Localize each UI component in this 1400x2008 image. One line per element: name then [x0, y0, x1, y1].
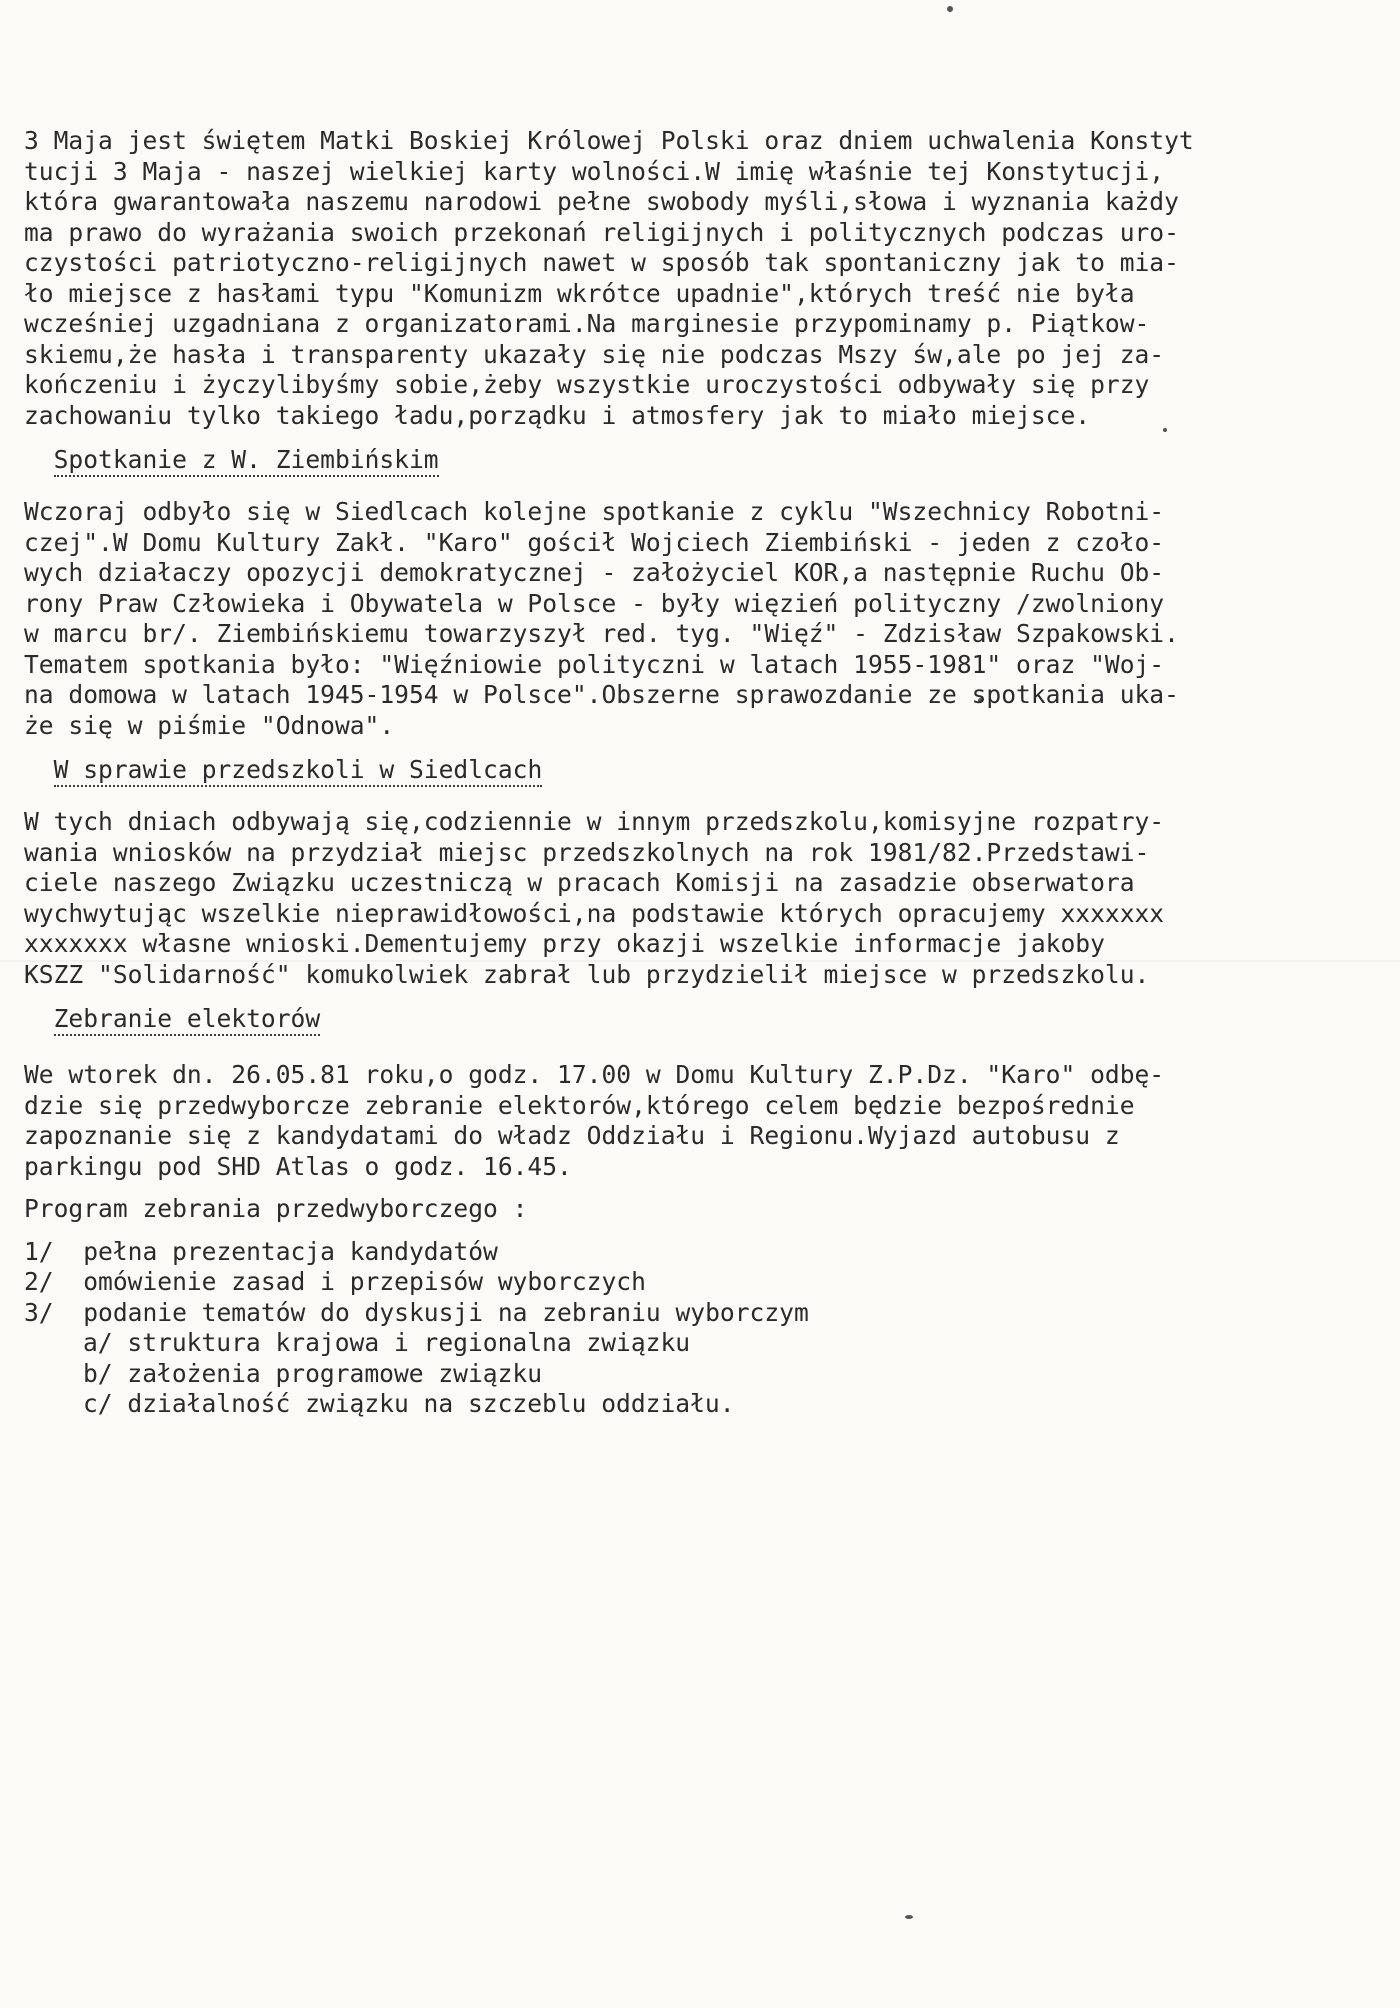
section-heading [24, 1002, 1374, 1036]
text-line: ło miejsce z hasłami typu "Komunizm wkrótce upadnie",których treść nie była [24, 278, 1135, 308]
program-item: 3/ podanie tematów do dyskusji na zebraniu wyborczym [24, 1297, 809, 1327]
text-line: na domowa w latach 1945-1954 w Polsce".Obszerne sprawozdanie ze spotkania uka- [24, 680, 1179, 709]
text-line: czystości patriotyczno-religijnych nawet w sposób tak spontaniczny jak to mia- [24, 248, 1179, 277]
text-line: wych działaczy opozycji demokratycznej - założyciel KOR,a następnie Ruchu Ob- [24, 558, 1165, 587]
heading-text: Spotkanie z W. Ziembińskim [54, 445, 439, 477]
text-line: tucji 3 Maja - naszej wielkiej karty wolności.W imię właśnie tej Konstytucji, [24, 156, 1165, 186]
text-line: KSZZ "Solidarność" komukolwiek zabrał lub przydzielił miejsce w przedszkolu. [24, 959, 1150, 989]
heading-text: W sprawie przedszkoli w Siedlcach [54, 755, 543, 787]
paper-speck [905, 1915, 913, 1919]
text-line: Wczoraj odbyło się w Siedlcach kolejne spotkanie z cyklu "Wszechnicy Robotni- [24, 497, 1165, 526]
text-line: wania wniosków na przydział miejsc przedszkolnych na rok 1981/82.Przedstawi- [24, 837, 1150, 867]
text-line: zapoznanie się z kandydatami do władz Oddziału i Regionu.Wyjazd autobusu z [24, 1121, 1120, 1150]
program-subitem: a/ struktura krajowa i regionalna związku [83, 1328, 691, 1357]
text-line: że się w piśmie "Odnowa". [24, 710, 395, 740]
program-item: 1/ pełna prezentacja kandydatów [24, 1236, 498, 1266]
text-line: wcześniej uzgadniana z organizatorami.Na marginesie przypominamy p. Piątkow- [24, 309, 1150, 338]
paper-speck [947, 6, 953, 12]
program-subitem: c/ działalność związku na szczeblu oddziału. [83, 1389, 735, 1418]
text-line: Tematem spotkania było: "Więźniowie polityczni w latach 1955-1981" oraz "Woj- [24, 649, 1165, 679]
intro-paragraph [24, 126, 1374, 431]
heading-text: Zebranie elektorów [54, 1004, 321, 1036]
text-line: ciele naszego Związku uczestniczą w pracach Komisji na zasadzie obserwatora [24, 868, 1135, 897]
text-line: skiemu,że hasła i transparenty ukazały się nie podczas Mszy św,ale po jej za- [24, 339, 1165, 369]
program-title: Program zebrania przedwyborczego : [24, 1194, 528, 1223]
text-line: W tych dniach odbywają się,codziennie w innym przedszkolu,komisyjne rozpatry- [24, 807, 1165, 836]
text-line: rony Praw Człowieka i Obywatela w Polsce - były więzień polityczny /zwolniony [24, 588, 1165, 618]
text-line: wychwytując wszelkie nieprawidłowości,na podstawie których opracujemy xxxxxxx [24, 898, 1165, 928]
text-line: We wtorek dn. 26.05.81 roku,o godz. 17.00 w Domu Kultury Z.P.Dz. "Karo" odbę- [24, 1060, 1165, 1089]
program-sublist [24, 1328, 1374, 1420]
text-line: xxxxxxx własne wnioski.Dementujemy przy okazji wszelkie informacje jakoby [24, 929, 1105, 958]
text-line: kończeniu i życzylibyśmy sobie,żeby wszystkie uroczystości odbywały się przy [24, 370, 1150, 399]
text-line: parkingu pod SHD Atlas o godz. 16.45. [24, 1151, 572, 1181]
text-line: która gwarantowała naszemu narodowi pełne swobody myśli,słowa i wyznania każdy [24, 187, 1179, 216]
text-line: zachowaniu tylko takiego ładu,porządku i atmosfery jak to miało miejsce. [24, 400, 1091, 430]
section-heading [24, 443, 1374, 477]
text-line: czej".W Domu Kultury Zakł. "Karo" gościł Wojciech Ziembiński - jeden z czoło- [24, 527, 1165, 557]
section-paragraph [24, 807, 1374, 990]
text-line: 3 Maja jest świętem Matki Boskiej Królowej Polski oraz dniem uchwalenia Konstyt [24, 126, 1194, 155]
section-paragraph [24, 497, 1374, 741]
program-item: 2/ omówienie zasad i przepisów wyborczych [24, 1267, 646, 1296]
section-heading [24, 753, 1374, 787]
text-line: dzie się przedwyborcze zebranie elektorów,którego celem będzie bezpośrednie [24, 1090, 1135, 1120]
section-paragraph [24, 1060, 1374, 1182]
text-line: w marcu br/. Ziembińskiemu towarzyszył red. tyg. "Więź" - Zdzisław Szpakowski. [24, 619, 1179, 648]
typed-text-body [24, 126, 1374, 1420]
text-line: ma prawo do wyrażania swoich przekonań religijnych i politycznych podczas uro- [24, 217, 1179, 247]
program-subitem: b/ założenia programowe związku [83, 1358, 543, 1388]
program-list [24, 1237, 1374, 1420]
